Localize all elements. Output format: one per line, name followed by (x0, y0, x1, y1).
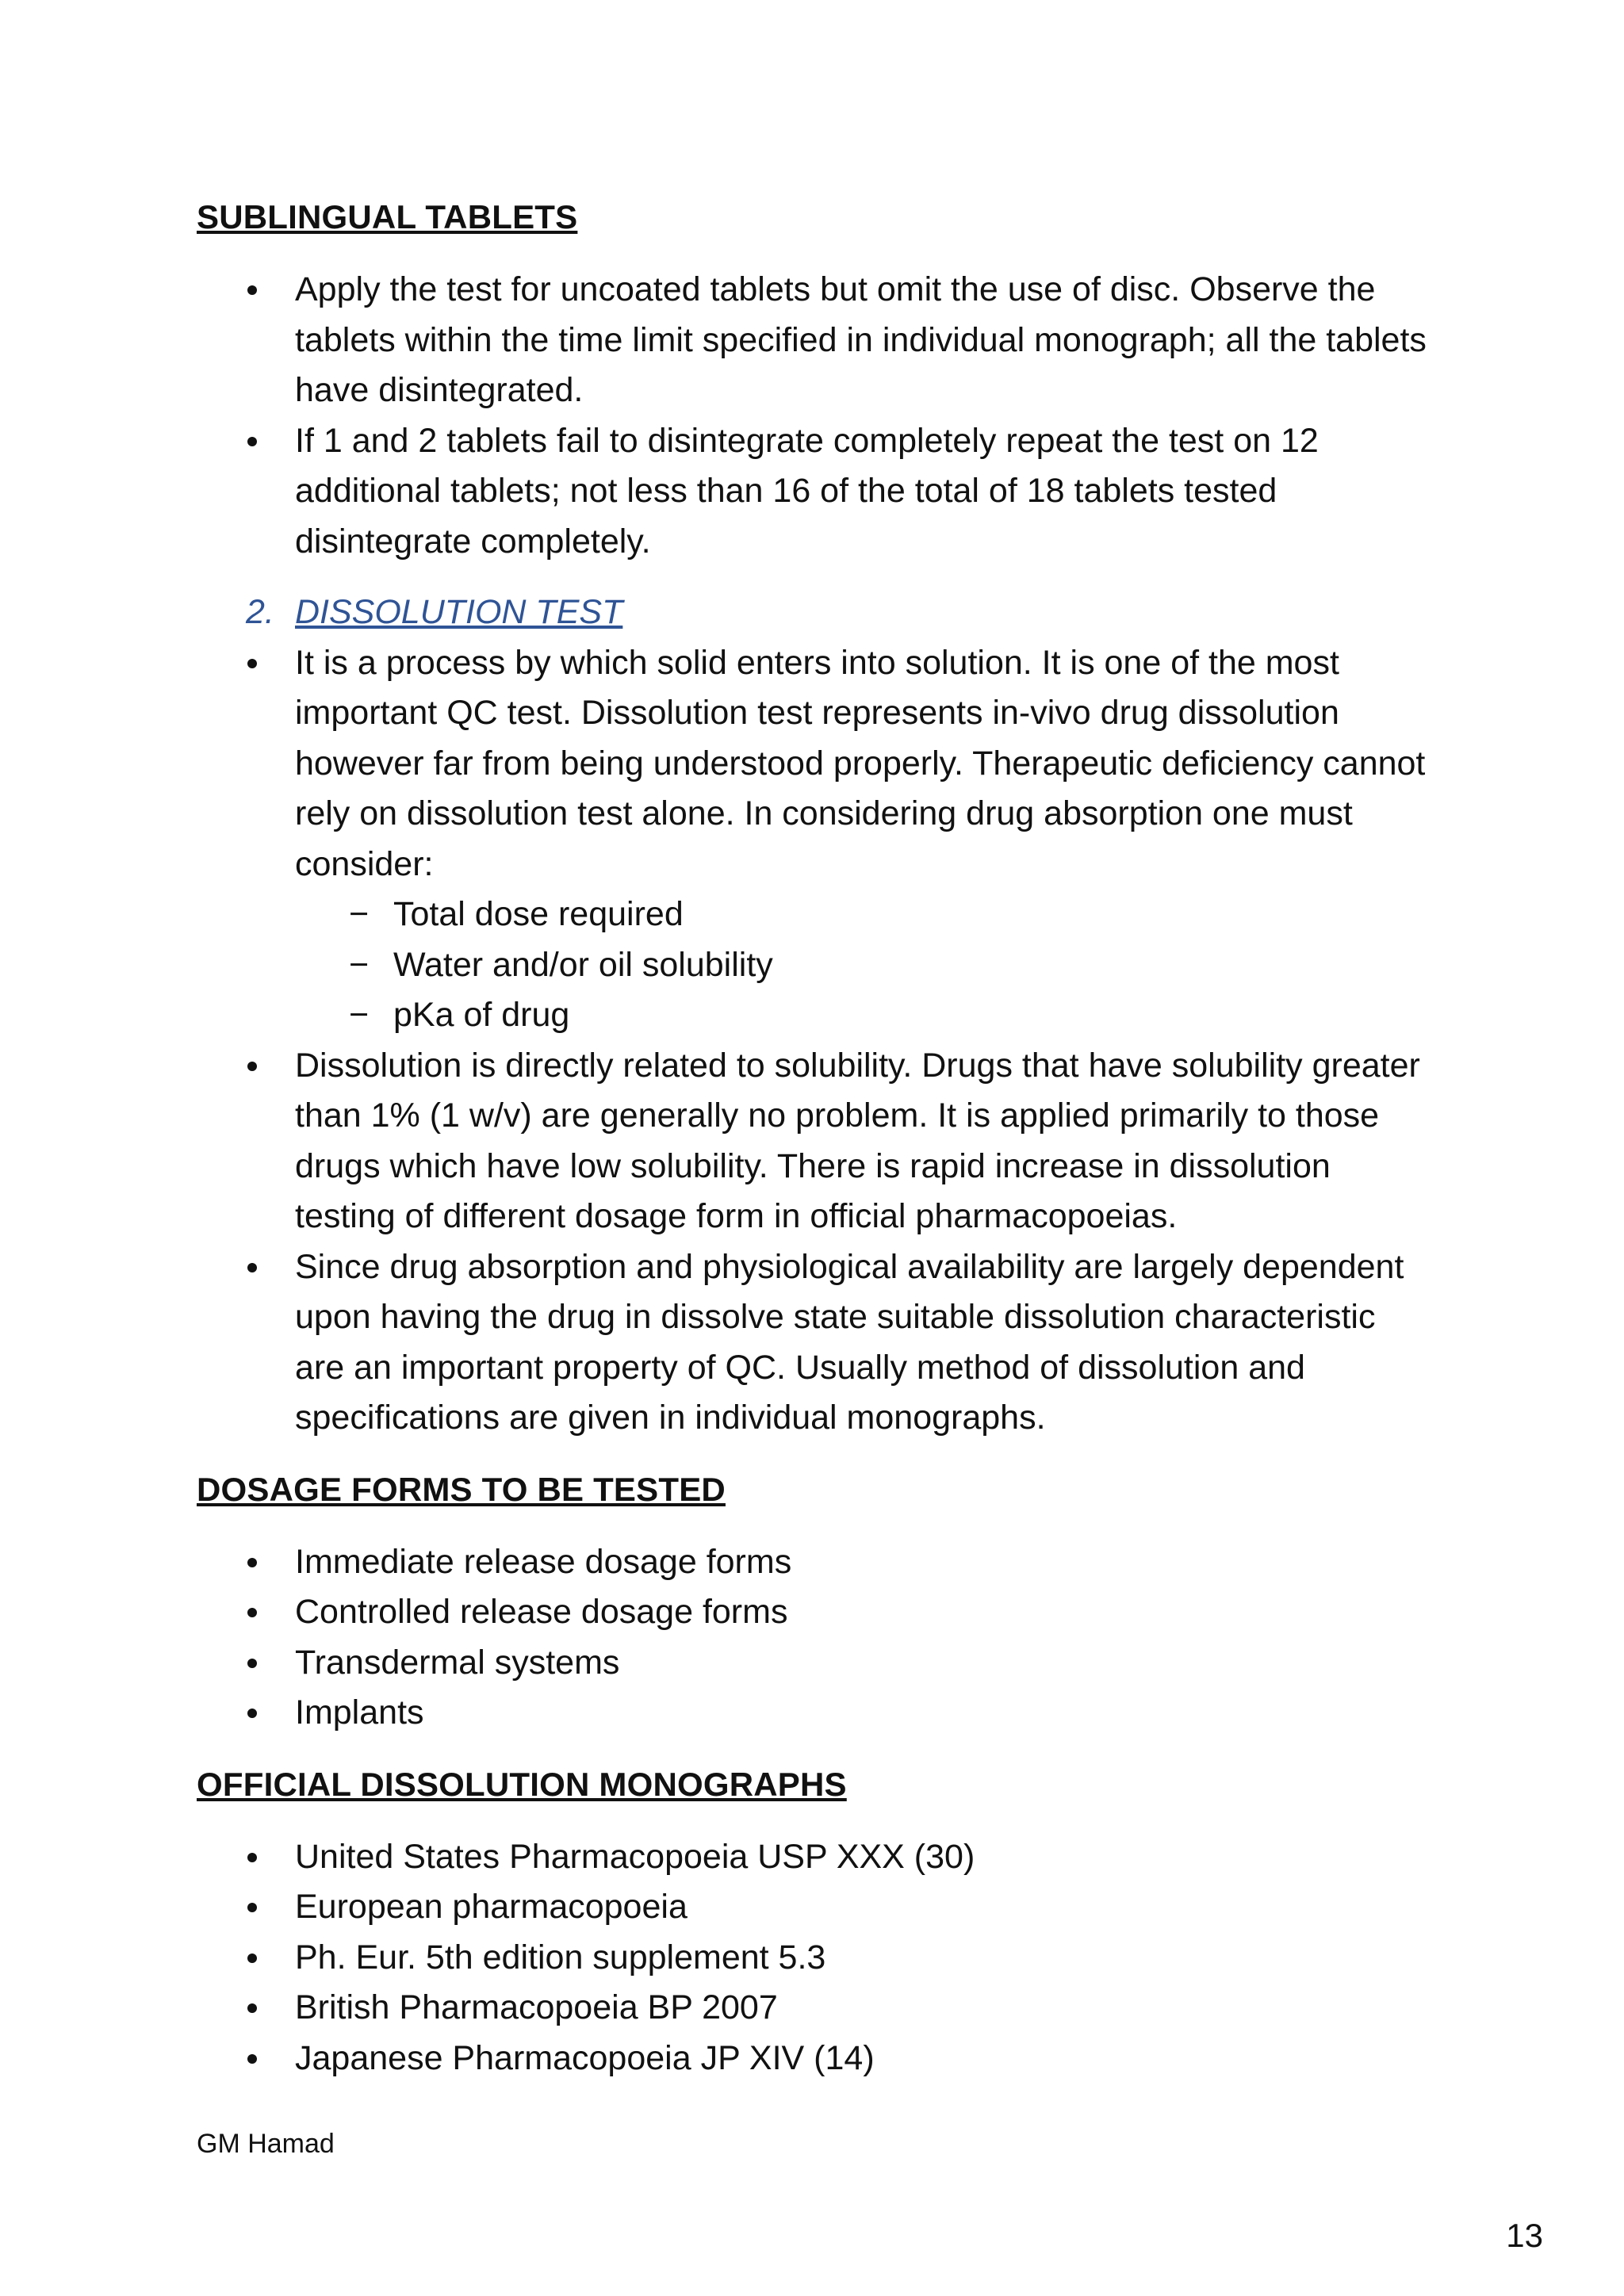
list-item (197, 1832, 1434, 1883)
monographs-list (197, 1832, 1434, 2084)
page-content (197, 193, 1434, 2084)
bullet-text: Dissolution is directly related to solubility. Drugs that have solubility greater than 1% (1 w/v) are generally no problem. It is applied primarily to those drugs which have low solubility. There is rapid increase in dissolution testing of different dosage form in official pharmacopoeias. (295, 1046, 1420, 1235)
sublingual-bullet-list (197, 265, 1434, 567)
bullet-text: European pharmacopoeia (295, 1888, 688, 1926)
section-dosage-forms (197, 1466, 1434, 1739)
consideration-text: Water and/or oil solubility (393, 945, 773, 984)
dissolution-bullet-list (197, 638, 1434, 890)
list-item (197, 1041, 1434, 1242)
bullet-text: Controlled release dosage forms (295, 1593, 788, 1631)
list-item (197, 1933, 1434, 1984)
list-item (197, 2034, 1434, 2084)
bullet-icon (247, 1558, 257, 1567)
dash-icon: − (349, 996, 370, 1034)
bullet-text: It is a process by which solid enters into solution. It is one of the most important QC test. Dissolution test represents in-vivo drug dissolution however far from being understood properly. Therapeutic deficiency cannot rely on dissolution test alone. In considering drug absorption one must consider: (295, 643, 1426, 883)
bullet-icon (247, 2003, 257, 2013)
list-item (197, 638, 1434, 890)
list-item (197, 1688, 1434, 1739)
bullet-text: Apply the test for uncoated tablets but omit the use of disc. Observe the tablets within the time limit specified in individual monograph; all the tablets have disintegrated. (295, 270, 1427, 409)
bullet-icon (247, 1853, 257, 1862)
list-item (197, 1537, 1434, 1588)
bullet-icon (247, 1954, 257, 1963)
bullet-text: Since drug absorption and physiological availability are largely dependent upon having the drug in dissolve state suitable dissolution characteristic are an important property of QC. Usually method of dissolution and specifications are given in individual monographs. (295, 1247, 1404, 1437)
bullet-text: Implants (295, 1693, 424, 1732)
heading-dosage-forms: DOSAGE FORMS TO BE TESTED (197, 1470, 726, 1508)
dash-icon: − (349, 895, 370, 933)
bullet-icon (247, 1608, 257, 1617)
bullet-icon (247, 1659, 257, 1668)
consideration-text: Total dose required (393, 895, 684, 933)
list-item (197, 990, 1434, 1041)
bullet-icon (247, 659, 257, 668)
heading-official-monographs: OFFICIAL DISSOLUTION MONOGRAPHS (197, 1765, 847, 1803)
list-item (197, 1587, 1434, 1638)
considerations-list (197, 890, 1434, 1041)
bullet-text: Transdermal systems (295, 1643, 620, 1682)
footer-author: GM Hamad (197, 2129, 335, 2159)
section-dissolution-test (197, 587, 1434, 1444)
list-item (197, 265, 1434, 416)
list-item (197, 940, 1434, 991)
bullet-text: British Pharmacopoeia BP 2007 (295, 1988, 778, 2026)
bullet-icon (247, 1709, 257, 1718)
section-title: DISSOLUTION TEST (295, 593, 623, 631)
bullet-icon (247, 2054, 257, 2064)
list-item (197, 1638, 1434, 1689)
bullet-icon (247, 437, 257, 446)
dosage-forms-list (197, 1537, 1434, 1739)
bullet-icon (247, 1263, 257, 1272)
bullet-text: Japanese Pharmacopoeia JP XIV (14) (295, 2038, 875, 2077)
list-item (197, 416, 1434, 568)
consideration-text: pKa of drug (393, 996, 570, 1034)
section-sublingual-tablets (197, 193, 1434, 567)
bullet-text: Ph. Eur. 5th edition supplement 5.3 (295, 1938, 826, 1976)
numbered-heading-dissolution-test (197, 587, 1434, 638)
list-item (197, 1242, 1434, 1444)
list-item (197, 890, 1434, 940)
section-number: 2. (246, 593, 274, 631)
dissolution-bullet-list-continued (197, 1041, 1434, 1444)
bullet-text: United States Pharmacopoeia USP XXX (30) (295, 1837, 975, 1876)
page-number: 13 (1506, 2217, 1543, 2254)
dash-icon: − (349, 945, 370, 984)
bullet-icon (247, 285, 257, 295)
section-official-monographs (197, 1761, 1434, 2084)
heading-sublingual-tablets: SUBLINGUAL TABLETS (197, 198, 578, 235)
list-item (197, 1882, 1434, 1933)
list-item (197, 1983, 1434, 2034)
bullet-text: If 1 and 2 tablets fail to disintegrate completely repeat the test on 12 additional tablets; not less than 16 of the total of 18 tablets tested disintegrate completely. (295, 421, 1319, 561)
bullet-icon (247, 1903, 257, 1912)
bullet-icon (247, 1062, 257, 1071)
bullet-text: Immediate release dosage forms (295, 1542, 792, 1581)
